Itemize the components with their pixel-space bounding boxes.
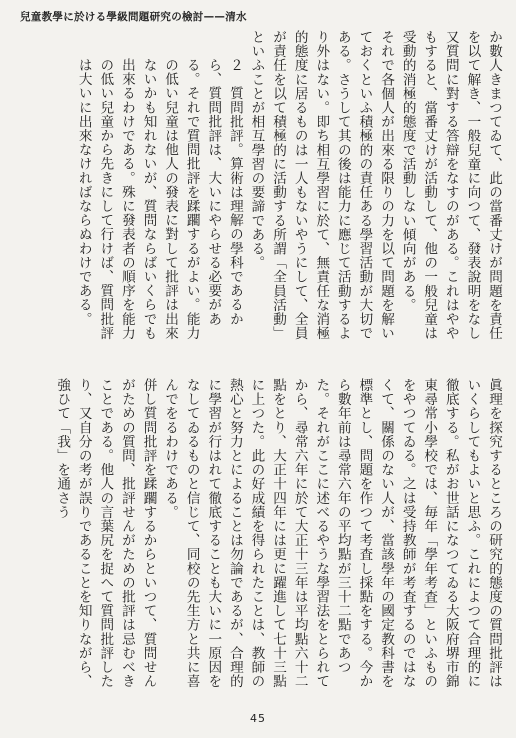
section-heading-paragraph: ２ 質問批評。算術は理解の學科であるから、質問批評は、大いにやらせる必要がある。それで質問批評を蹂躙するがよい。能力の低い兒童は他人の發表に對して批評は出來ないかも知れないが、質問ならばいくらでも出來るわけである。殊に發表者の順序を能力の低い兒童から先きにして行けば、質問批評は大いに出來なければならぬわけである。 xyxy=(75,58,243,340)
paragraph: か數人きまつてゐて、此の當番丈けが問題を責任を以て解き、一般兒童に向つて、發表說明をなし又質問に對する答辯をなすのがある。これはややもすると、當番丈けが活動して、他の一般兒童は受動的消極的態度で活動しない傾向がある。 xyxy=(399,30,502,341)
page-number: 45 xyxy=(250,712,266,725)
paragraph: 眞理を探究するところの研究的態度の質問批評はいくらしてもよいと思ふ。これによつて合理的に徹底する。私がお世話になつてゐる大阪府堺市錦東尋常小學校では、毎年「學年考査」といふものをやつてゐる。之は受持教師が考査するのではなくて、關係のない人が、當該學年の國定教科書を標準とし、問題を作つて考査し採點をする。今から數年前は尋常六年の平均點が三十二點であつた。それがここに述べるやうな學習法をとられてから、尋常六年に於て大正十三年は平均點六十二點をとり、大正十四年には更に躍進して七十三點に上つた。此の好成績を得られたことは、教師の熱心と努力とによることは勿論であるが、合理的に學習が行はれて徹底することも大いに一原因をなしてゐるものと信じて、同校の先生方と共に喜んでをるわけである。 xyxy=(162,378,502,689)
text-column-bottom xyxy=(27,378,504,696)
paragraph: それで各個人が出來る限りの力を以て問題を解いておくといふ積極的の責任ある學習活動が大切である。さうして其の後は能力に應じて活動するより外はない。即ち相互學習に於て、無責任な消極的態度に居るものは一人もないやうにして、全員が責任を以て積極的に活動する所謂「全員活動」といふことが相互學習の要諦である。 xyxy=(248,30,395,341)
text-column-top xyxy=(27,30,504,352)
running-header: 兒童教學に於ける學級問題研究の檢討——清水 xyxy=(20,11,247,23)
paragraph: 併し質問批評を蹂躙するからといつて、質問せんがための質問、批評せんがための批評は忌むべきことである。他人の言葉尻を捉へて質問批評したり、又自分の考が誤りであることを知りながら、強ひて「我」を通さう xyxy=(54,378,157,689)
